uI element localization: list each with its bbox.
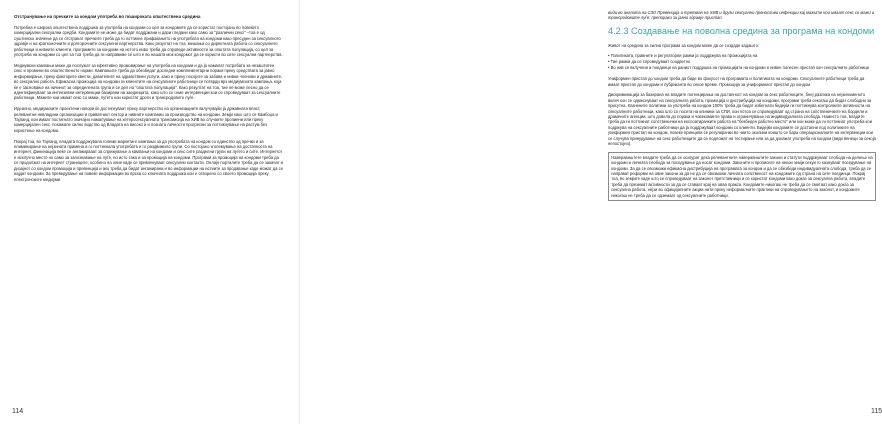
right-intro-italic: види во англата на СЗО Превенција и третман на ХИВ и други сексуално преносливи инфекции кај мажите кои имаат секс со мажи и трансродовите луѓе: препораки за јавно здравје пристап. xyxy=(608,10,875,21)
section-title: 4.2.3 Создавање на поволна средина за програма на кондоми xyxy=(608,26,875,37)
left-paragraph-4: Покрај тоа, во Тајланд, владата поддржувала големи маркетинг кампањи за да употребата на кондом со единство од пречки и за елиминирање на нејзината примена и го поттикнала употребата и го раздвижило групи. Со постојано зголемување на достапноста на интернет, фининација веќе се ангажирааат за спрежување а кампањи на кондоми и секс сите разделни групи на луѓето и сите. Интернетот е исклучно место но само за запознавање на луѓе, но исто така и за промоција на кондоми. Програми за промоција на кондоми треба да се продолжат на интернет страниците, особено на оние каде се привлекуваат сексуални контакти. Онлајн порталите треба да се закачат и дизајнот со кондом промоција и превенција и ако треба да бидат ангажирани и во информации на истиите за продавање каде можат да се најдат кондоми. За преведување на повеќе информации во врска со ключната поддршка кои е отворено со своето промоција преку електронските медиуми. xyxy=(14,138,284,182)
boxed-paragraph: Наверавнштете владите треба да се осигурат дека релевантните наверавнштите закони и статути поддржуваат слобода на делење на кондоми и личната слобода за поседување да носат кондоми. Законите и прописите на некои земји секуи го казнуваат поседување на кондоми. За да се овозможи ефикасна дистрибуција на програмата за кондом и да се обезбеди индивидуалната слобода, треба да се направат реформи на овие закони за да не да се овозможи личната сопственост на кондомите од страна на сите поединци. Покрај тоа, во земјите каде што се спроведуваат на законот претставници и се користат кондоми како доказ за сексуална работа, владите треба да преземат активности за да се ставаат крај на оваа пракса. Кондомите никогаш не треба да се сметаат како доказ за сексуална работа, нејзи во официјалните акции нити преку неформалните практики на спроведувањето на законот, и кондомите никогаш не треба да се одземаат од сексуалните работници. xyxy=(608,152,876,201)
right-page xyxy=(300,0,882,424)
page-number-left: 114 xyxy=(12,408,24,415)
bullet-item: • Политиката, правните и регулаторни рамки ја поддржува на промоцијата на xyxy=(608,53,758,59)
right-intro-text: Живот на средина за силна програма за кондом може да се создаде кадашто: xyxy=(608,42,760,48)
right-paragraph-1: Униформен пристап до кондом треба да биде во фокусот на програмата и политиката на кондоми. Сексуалните работници треба да имаат пристап до кондоми и лубриканти во секое време. Промоција за униформниот пристап до кондом xyxy=(608,76,865,87)
bullet-item: • Во нив се вклучени и поединци на раниот поддршка на промоцијата на кондоми и нивен полесен пристап кон сексуалните работници xyxy=(608,65,869,71)
right-page-text-column xyxy=(608,10,876,206)
left-paragraph-2: Медиумски кампањи може да послужат за ефективно промовирање на употреба на кондоми и да ја намалат потребата за незаштитен секс и промени во општественото норми. Кампањите треба да обезбедат доследни комплементарни пораки преку средствата за јавно информирање, преку факторите квести, давателите на здравствени услуги, како и преку посојите за забава и нивни членови и државните, во сексуално работа. Ефикасна промоција на кондоми ги клиентите на сексуалните работници се потврди врз медиумската кампања, која ќе е засновање на начинот за определената група и се дел на "општата популација". Како резултат на тоа, тие не може лесно да се идентификуваат за интензивни интервенции базирани на заедницата, како што се оние интервенции кои се спроведуваат за сексуалните работници. Мажите кои имаат секс со мажи, луѓето кои користат дроги и трансродовите луѓе. xyxy=(14,62,283,101)
left-paragraph-1: Потребна е широка општествена поддршка за употреба на кондоми со цел за кондомите да се користат постојано во повеќето комерцијални сексуални средби. Кондомите не може да бидат поддржани и дари гледани како само за "различни сексі" –тоа е од суштинско значење да се отстранат пречките треба да го поттикне прифаќањето на употребата на кондоми како пресуден за сексуалното здравје и на кратконочните и долгорочните сексуални партнерства. Како резултат на тоа, мешања со директната работа со сексуалните работници и нивните клиенти, програмите за кондоми на истото ниво треба да спроведе активности за општата популација, со цел за употреба на кондоми со цел за тоа треба да ги направиме сé што е во нашата моќ кондомот да се користи во сите сексуални партнерства. xyxy=(14,24,283,58)
right-paragraph-2: Дискриминација за базирана на владите потенцирања на достапност на кондом за секс работниците, бнеј разлика на нејзиноменото вклич кон се одмеснуваат на сексуалната работа, промоција и дистрибуција на кондоми, програми треба секогаш да бидат слободни за присутна. Казнените политики за употреба на кондом 100% треба да бидат избегнати бидејќи ги поттикнува контролните активности на сексуалните работници, како што со посета на клиники за СПИ, кои потоа се спроведуваат од страна на сопственичките на бордели и драмените агенции, што довела до пораки и човекоминте права и ограничување на индивидуалната слобода. Наместо тоа, владите треба да ги поттикнат сопственички на екслоатирачките работа на "безбеден работно место" или кои може да ги поттикнат употреба кои подржува на сексуалните работници да ја поддржуваат кондоми со клиенти. Бидејќи кондомите се достапни под политиките на униформен пристап на кондом, повеќе принципи се регулирачки во чиито околини коишто се бара операционалните на интервенции кои се случува принудување на секс работниците да се подложат на тестирање или за да докажат употреба на кондом (види венеци за секоја непостојно). xyxy=(608,92,876,147)
left-paragraph-3: Идеално, медиумските проектени напори ќе достигнуваат преку партнерство на организациите вклучувајќи ја државната власт, релевантни невладини организации и приватниот сектор и нивните компании за производство на кондоми. Земји како што се Камбоџа и Тајланд, кои имаат постигнато значајно намалување на хетеросексуалната трансмисија на ХИВ во случаите пропиени или преку комерцијален секс, покажале силно водство од Владата на високо и и позната личности прогресии за поттикнување на растум без користење на кондоми. xyxy=(14,106,278,133)
bullet-item: • Тие рамки да се спроведуваат соодветно xyxy=(608,59,691,65)
left-section-heading: Отстранување на пречките за кондом употреба во пошироката општествена средина xyxy=(14,14,201,19)
left-page xyxy=(0,0,300,424)
page-number-right: 115 xyxy=(871,408,882,415)
left-page-text-column xyxy=(14,14,283,187)
condition-bullet-list xyxy=(608,53,876,71)
